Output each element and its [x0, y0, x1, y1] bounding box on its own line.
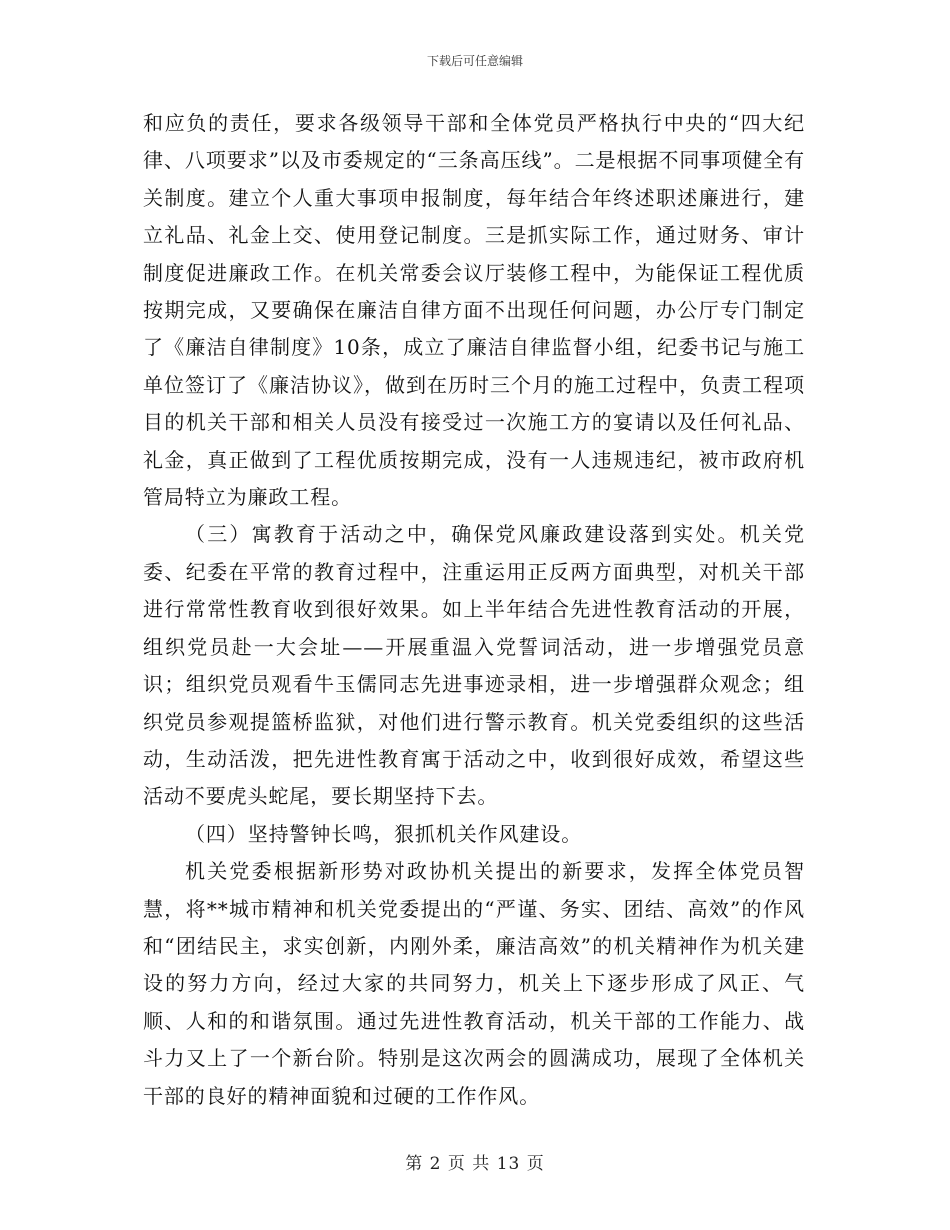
page-number-footer: 第 2 页 共 13 页: [405, 1154, 545, 1174]
paragraph-section-three: （三）寓教育于活动之中，确保党风廉政建设落到实处。机关党委、纪委在平常的教育过程中，注重运用正反两方面典型，对机关干部进行常常性教育收到很好效果。如上半年结合先进性教育活动的开展，组织党员赴一大会址——开展重温入党誓词活动，进一步增强党员意识；组织党员观看牛玉儒同志先进事迹录相，进一步增强群众观念；组织党员参观提篮桥监狱，对他们进行警示教育。机关党委组织的这些活动，生动活泼，把先进性教育寓于活动之中，收到很好成效，希望这些活动不要虎头蛇尾，要长期坚持下去。: [143, 522, 805, 809]
page-header: 下载后可任意编辑: [426, 54, 523, 68]
paragraph-section-four-heading: （四）坚持警钟长鸣，狠抓机关作风建设。: [185, 821, 583, 846]
document-body: [143, 105, 805, 1115]
paragraph-continuation: 和应负的责任，要求各级领导干部和全体党员严格执行中央的“四大纪律、八项要求”以及市委规定的“三条高压线”。二是根据不同事项健全有关制度。建立个人重大事项申报制度，每年结合年终述职述廉进行，建立礼品、礼金上交、使用登记制度。三是抓实际工作，通过财务、审计制度促进廉政工作。在机关常委会议厅装修工程中，为能保证工程优质按期完成，又要确保在廉洁自律方面不出现任何问题，办公厅专门制定了《廉洁自律制度》10条，成立了廉洁自律监督小组，纪委书记与施工单位签订了《廉洁协议》，做到在历时三个月的施工过程中，负责工程项目的机关干部和相关人员没有接受过一次施工方的宴请以及任何礼品、礼金，真正做到了工程优质按期完成，没有一人违规违纪，被市政府机管局特立为廉政工程。: [143, 111, 805, 510]
paragraph-section-four-body: 机关党委根据新形势对政协机关提出的新要求，发挥全体党员智慧，将**城市精神和机关党委提出的“严谨、务实、团结、高效”的作风和“团结民主，求实创新，内刚外柔，廉洁高效”的机关精神作为机关建设的努力方向，经过大家的共同努力，机关上下逐步形成了风正、气顺、人和的和谐氛围。通过先进性教育活动，机关干部的工作能力、战斗力又上了一个新台阶。特别是这次两会的圆满成功，展现了全体机关干部的良好的精神面貌和过硬的工作作风。: [143, 859, 805, 1108]
